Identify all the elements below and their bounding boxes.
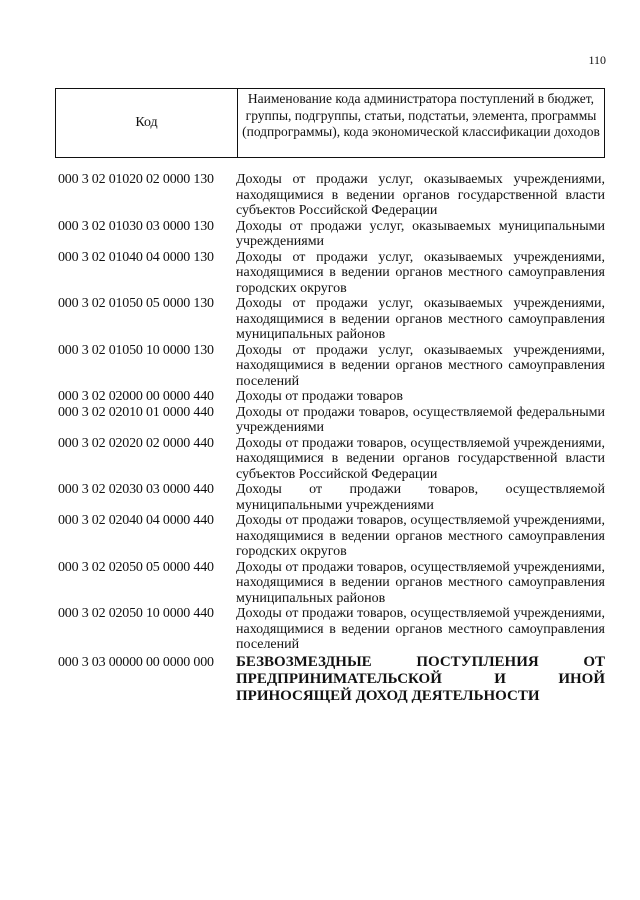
table-row (58, 219, 605, 250)
row-description: Доходы от продажи услуг, оказываемых учреждениями, находящимися в ведении органов местного самоуправления муниципальных районов (236, 296, 605, 342)
table-row (58, 513, 605, 560)
name-column-header: Наименование кода администратора поступлений в бюджет, группы, подгруппы, статьи, подстатьи, элемента, программы (подпрограммы), кода экономической классификации доходов (242, 91, 600, 139)
row-description: Доходы от продажи услуг, оказываемых учреждениями, находящимися в ведении органов местного самоуправления поселений (236, 342, 605, 389)
row-description: Доходы от продажи услуг, оказываемых учреждениями, находящимися в ведении органов местного самоуправления городских округов (236, 249, 605, 296)
table-row (58, 482, 605, 513)
row-code: 000 3 02 02030 03 0000 440 (58, 482, 214, 497)
table-row (58, 389, 605, 405)
row-description: Доходы от продажи услуг, оказываемых муниципальными учреждениями (236, 218, 605, 249)
classification-list (58, 172, 605, 705)
row-code: 000 3 02 01020 02 0000 130 (58, 172, 214, 187)
row-description: БЕЗВОЗМЕЗДНЫЕ ПОСТУПЛЕНИЯ ОТ ПРЕДПРИНИМАТЕЛЬСКОЙ И ИНОЙ ПРИНОСЯЩЕЙ ДОХОД ДЕЯТЕЛЬНОСТИ (236, 653, 605, 704)
row-code: 000 3 02 01050 05 0000 130 (58, 296, 214, 311)
page-number: 110 (588, 53, 606, 67)
row-code: 000 3 02 02050 10 0000 440 (58, 606, 214, 621)
table-row (58, 250, 605, 297)
row-description: Доходы от продажи товаров, осуществляемой учреждениями, находящимися в ведении органов местного самоуправления городских округов (236, 513, 605, 559)
row-description: Доходы от продажи товаров, осуществляемой муниципальными учреждениями (236, 482, 605, 513)
row-description: Доходы от продажи товаров (236, 389, 404, 404)
row-code: 000 3 02 01040 04 0000 130 (58, 249, 214, 265)
row-description: Доходы от продажи услуг, оказываемых учреждениями, находящимися в ведении органов государственной власти субъектов Российской Федерации (236, 172, 605, 218)
table-row (58, 606, 605, 653)
code-column-header: Код (56, 89, 238, 157)
table-row (58, 560, 605, 607)
row-code: 000 3 02 02050 05 0000 440 (58, 559, 214, 575)
row-description: Доходы от продажи товаров, осуществляемой учреждениями, находящимися в ведении органов государственной власти субъектов Российской Федерации (236, 435, 605, 482)
row-description: Доходы от продажи товаров, осуществляемой учреждениями, находящимися в ведении органов местного самоуправления поселений (236, 606, 605, 652)
table-row (58, 436, 605, 483)
row-description: Доходы от продажи товаров, осуществляемой федеральными учреждениями (236, 404, 605, 435)
table-row (58, 343, 605, 390)
row-code: 000 3 02 02010 01 0000 440 (58, 404, 214, 420)
row-code: 000 3 03 00000 00 0000 000 (58, 654, 214, 670)
table-row (58, 172, 605, 219)
row-code: 000 3 02 01030 03 0000 130 (58, 218, 214, 234)
row-description: Доходы от продажи товаров, осуществляемой учреждениями, находящимися в ведении органов местного самоуправления муниципальных районов (236, 559, 605, 606)
table-row (58, 296, 605, 343)
table-header (55, 88, 605, 158)
row-code: 000 3 02 02040 04 0000 440 (58, 513, 214, 528)
table-row-section-heading (58, 654, 605, 705)
row-code: 000 3 02 02000 00 0000 440 (58, 389, 214, 404)
row-code: 000 3 02 01050 10 0000 130 (58, 342, 214, 358)
row-code: 000 3 02 02020 02 0000 440 (58, 435, 214, 451)
table-row (58, 405, 605, 436)
